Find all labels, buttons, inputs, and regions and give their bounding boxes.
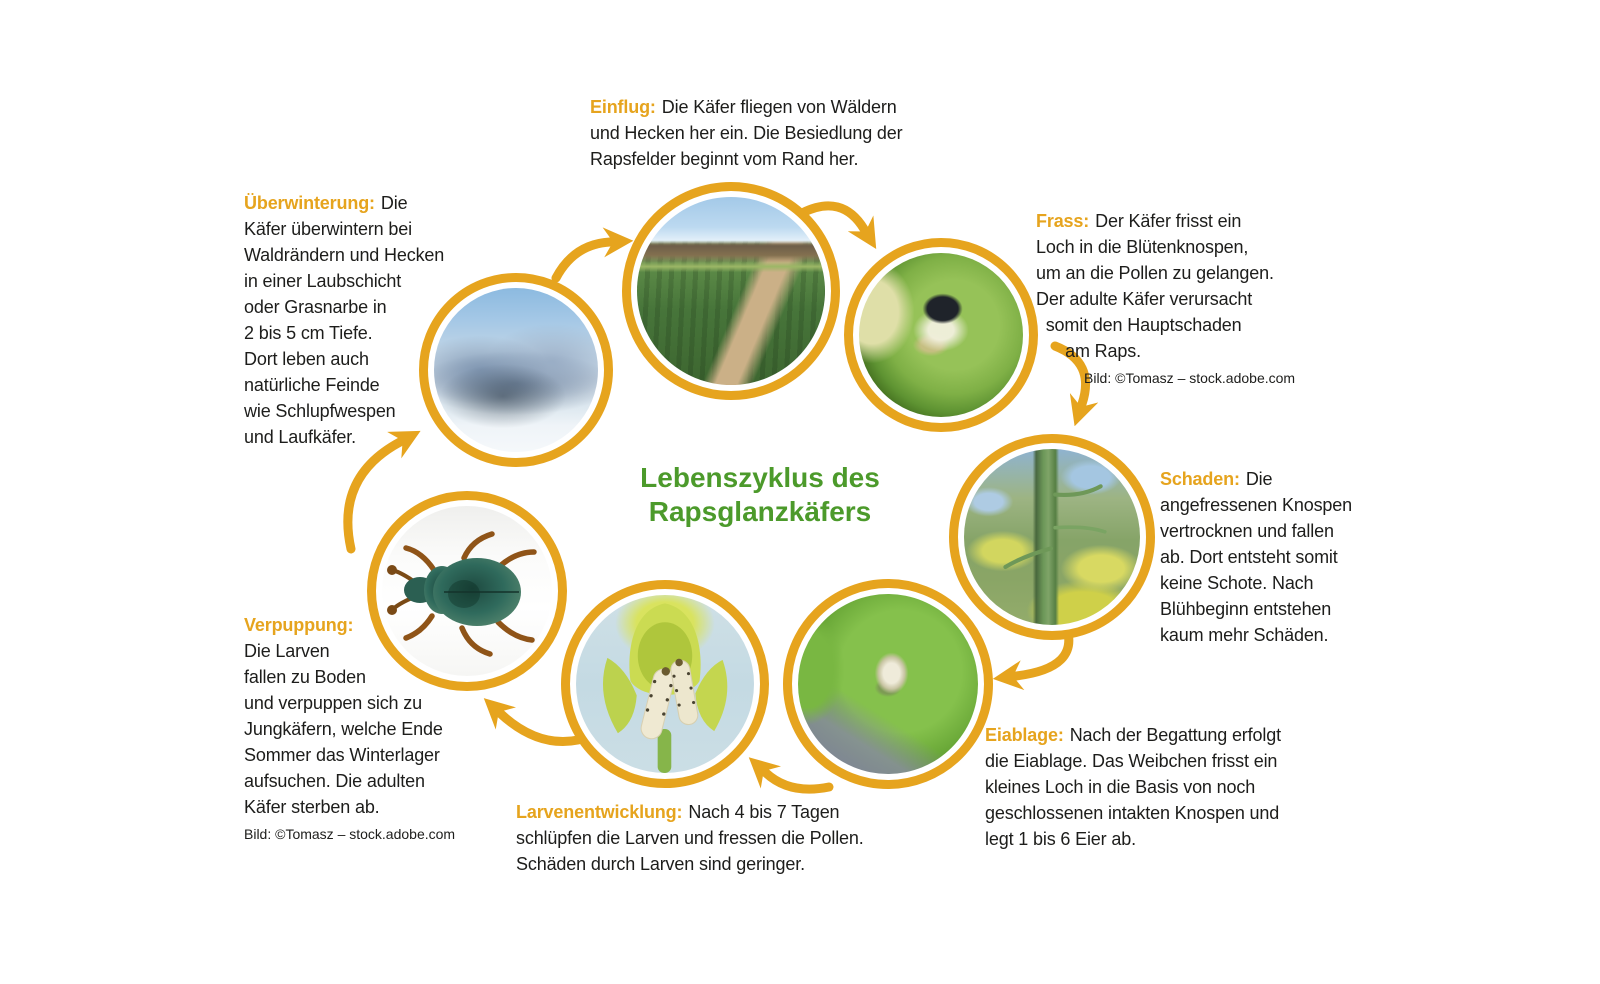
stage-first-line [244,612,484,638]
stage-text-eiablage [985,722,1315,852]
text-line: Schäden durch Larven sind geringer. [516,854,805,874]
title-line-2: Rapsglanzkäfers [648,496,872,527]
photo-rapeseed-field [637,197,825,385]
stage-text-ueberwinterung [244,190,479,450]
stage-body [590,120,950,172]
stage-heading-eiablage: Eiablage: [985,725,1064,745]
text-line: Rapsfelder beginnt vom Rand her. [590,149,859,169]
stage-first-line [516,799,896,825]
photo-credit-verpuppung: Bild: ©Tomasz – stock.adobe.com [244,826,456,842]
stage-first-text: Nach der Begattung erfolgt [1069,725,1281,745]
arrow-eiablage-to-larven [766,773,829,789]
text-line: fallen zu Boden [244,667,366,687]
text-line: Dort leben auch [244,349,369,369]
text-line: 2 bis 5 cm Tiefe. [244,323,373,343]
stage-body [1160,492,1375,648]
text-line: um an die Pollen zu gelangen. [1036,263,1274,283]
text-line: und verpuppen sich zu [244,693,422,713]
photo-larvae-in-flower [576,595,754,773]
stage-text-larvenentwicklung [516,799,896,877]
text-line: geschlossenen intakten Knospen und [985,803,1280,823]
text-line: aufsuchen. Die adulten [244,771,425,791]
stage-heading-schaden: Schaden: [1160,469,1240,489]
text-line: schlüpfen die Larven und fressen die Pollen. [516,828,864,848]
text-line: Blühbeginn entstehen [1160,599,1332,619]
stage-first-line [1160,466,1375,492]
photo-bud-with-hole [798,594,978,774]
text-line: Die Larven [244,641,330,661]
photo-rapeseed-stem [964,449,1140,625]
stage-heading-einflug: Einflug: [590,97,656,117]
larvae-illustration [576,595,754,773]
text-line: keine Schote. Nach [1160,573,1314,593]
stage-body [244,216,479,450]
text-line: Der adulte Käfer verursacht [1036,289,1253,309]
text-line: Käfer überwintern bei [244,219,412,239]
stage-first-text: Nach 4 bis 7 Tagen [688,802,840,822]
text-line: am Raps. [1036,341,1141,361]
photo-circle-larvenentwicklung [561,580,769,788]
title-line-1: Lebenszyklus des [640,462,880,493]
text-line: Jungkäfern, welche Ende [244,719,443,739]
text-line: Sommer das Winterlager [244,745,440,765]
arrow-ueberwinterung-to-einflug [556,242,610,278]
stage-first-line [1036,208,1336,234]
stem-twigs-overlay [964,449,1140,625]
stage-body [244,638,484,820]
text-line: legt 1 bis 6 Eier ab. [985,829,1136,849]
text-line: und Hecken her ein. Die Besiedlung der [590,123,903,143]
text-line: und Laufkäfer. [244,427,356,447]
stage-first-line [590,94,950,120]
text-line: ab. Dort entsteht somit [1160,547,1338,567]
stage-first-text: Die Käfer fliegen von Wäldern [661,97,897,117]
stage-text-einflug [590,94,950,172]
text-line: wie Schlupfwespen [244,401,396,421]
photo-circle-schaden [949,434,1155,640]
text-line: Loch in die Blütenknospen, [1036,237,1249,257]
text-line: kleines Loch in die Basis von noch [985,777,1256,797]
photo-circle-frass [844,238,1038,432]
text-line: Waldrändern und Hecken [244,245,445,265]
text-line: Käfer sterben ab. [244,797,380,817]
text-line: kaum mehr Schäden. [1160,625,1329,645]
stage-text-frass [1036,208,1336,388]
text-line: natürliche Feinde [244,375,380,395]
photo-circle-eiablage [783,579,993,789]
stage-first-line [244,190,479,216]
stage-first-line [985,722,1315,748]
text-line: angefressenen Knospen [1160,495,1353,515]
stage-body [985,748,1315,852]
stage-heading-larvenentwicklung: Larvenentwicklung: [516,802,683,822]
stage-text-verpuppung [244,612,484,844]
stage-text-schaden [1160,466,1375,648]
stage-first-text: Die [1245,469,1273,489]
stage-first-text: Die [380,193,408,213]
text-line: in einer Laubschicht [244,271,402,291]
photo-beetle-in-bud [859,253,1023,417]
photo-credit-frass: Bild: ©Tomasz – stock.adobe.com [1084,370,1296,386]
stage-first-text: Der Käfer frisst ein [1095,211,1242,231]
text-line: vertrocknen und fallen [1160,521,1334,541]
stage-heading-frass: Frass: [1036,211,1090,231]
text-line: oder Grasnarbe in [244,297,387,317]
text-line: somit den Hauptschaden [1036,315,1242,335]
stage-body [1036,234,1336,364]
diagram-title [610,461,910,529]
photo-circle-einflug [622,182,840,400]
stage-body [516,825,896,877]
stage-heading-verpuppung: Verpuppung: [244,615,354,635]
text-line: die Eiablage. Das Weibchen frisst ein [985,751,1278,771]
stage-heading-ueberwinterung: Überwinterung: [244,193,375,213]
